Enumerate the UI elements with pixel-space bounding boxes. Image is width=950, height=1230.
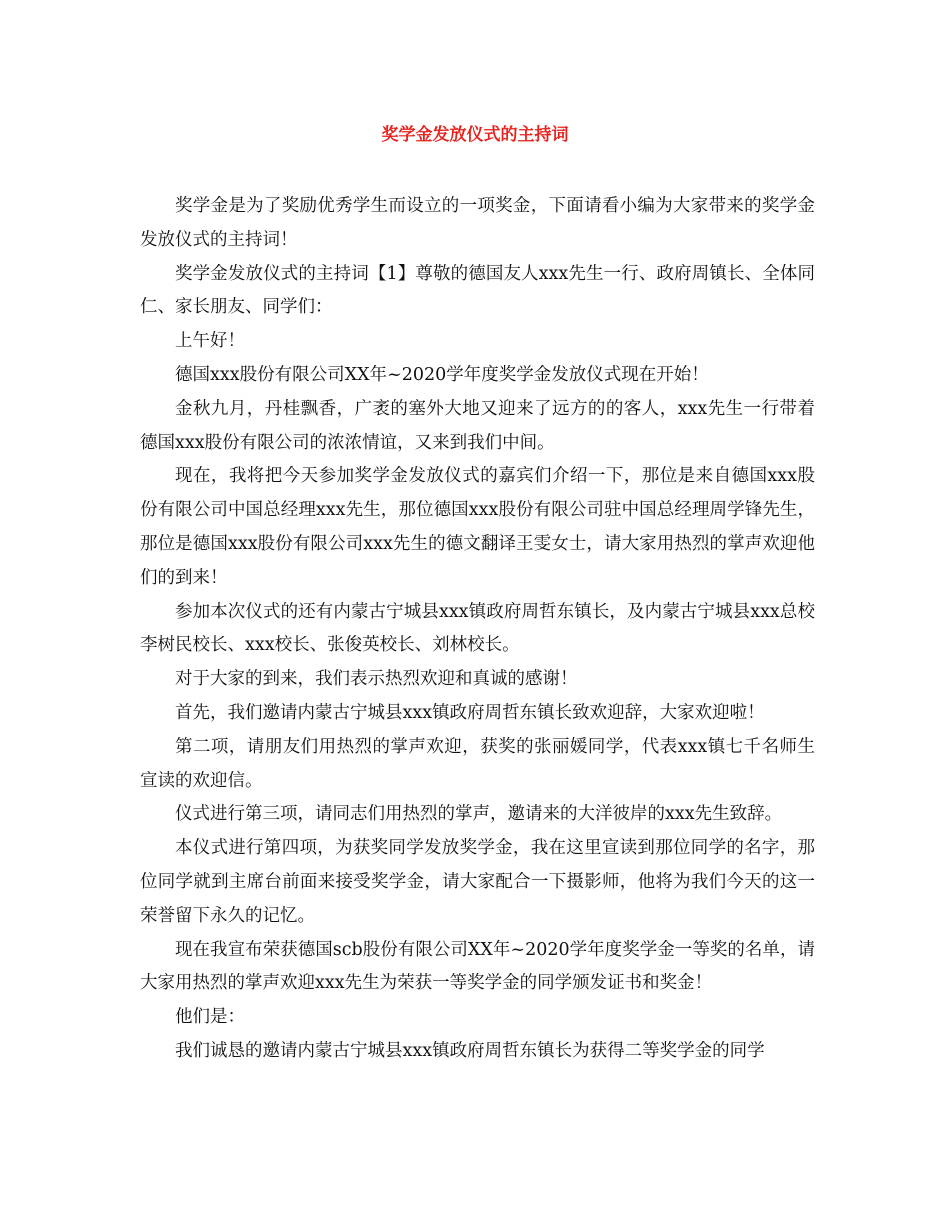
document-body	[140, 190, 815, 1069]
paragraph: 参加本次仪式的还有内蒙古宁城县xxx镇政府周哲东镇长，及内蒙古宁城县xxx总校李树民校长、xxx校长、张俊英校长、刘林校长。	[140, 601, 815, 656]
paragraph: 他们是：	[175, 1007, 245, 1028]
paragraph: 上午好！	[175, 331, 245, 352]
paragraph: 金秋九月，丹桂飘香，广袤的塞外大地又迎来了远方的的客人，xxx先生一行带着德国xxx股份有限公司的浓浓情谊，又来到我们中间。	[140, 398, 815, 453]
paragraph: 第二项，请朋友们用热烈的掌声欢迎，获奖的张丽媛同学，代表xxx镇七千名师生宣读的欢迎信。	[140, 736, 815, 791]
paragraph: 德国xxx股份有限公司XX年~2020学年度奖学金发放仪式现在开始！	[175, 364, 709, 385]
paragraph: 奖学金是为了奖励优秀学生而设立的一项奖金，下面请看小编为大家带来的奖学金发放仪式的主持词！	[140, 196, 815, 250]
paragraph: 奖学金发放仪式的主持词【1】尊敬的德国友人xxx先生一行、政府周镇长、全体同仁、家长朋友、同学们：	[140, 263, 815, 318]
document-title: 奖学金发放仪式的主持词	[381, 125, 569, 145]
paragraph: 首先，我们邀请内蒙古宁城县xxx镇政府周哲东镇长致欢迎辞，大家欢迎啦！	[175, 702, 765, 723]
paragraph: 现在，我将把今天参加奖学金发放仪式的嘉宾们介绍一下，那位是来自德国xxx股份有限公司中国总经理xxx先生，那位德国xxx股份有限公司驻中国总经理周学锋先生，那位是德国xxx股份有限公司xxx先生的德文翻译王雯女士，请大家用热烈的掌声欢迎他们的到来！	[140, 466, 815, 588]
paragraph: 本仪式进行第四项，为获奖同学发放奖学金，我在这里宣读到那位同学的名字，那位同学就到主席台前面来接受奖学金，请大家配合一下摄影师，他将为我们今天的这一荣誉留下永久的记忆。	[140, 838, 815, 926]
paragraph: 我们诚恳的邀请内蒙古宁城县xxx镇政府周哲东镇长为获得二等奖学金的同学	[175, 1040, 765, 1061]
paragraph: 对于大家的到来，我们表示热烈欢迎和真诚的感谢！	[175, 669, 578, 690]
paragraph: 仪式进行第三项，请同志们用热烈的掌声，邀请来的大洋彼岸的xxx先生致辞。	[175, 804, 783, 825]
paragraph: 现在我宣布荣获德国scb股份有限公司XX年~2020学年度奖学金一等奖的名单，请大家用热烈的掌声欢迎xxx先生为荣获一等奖学金的同学颁发证书和奖金！	[140, 939, 815, 994]
